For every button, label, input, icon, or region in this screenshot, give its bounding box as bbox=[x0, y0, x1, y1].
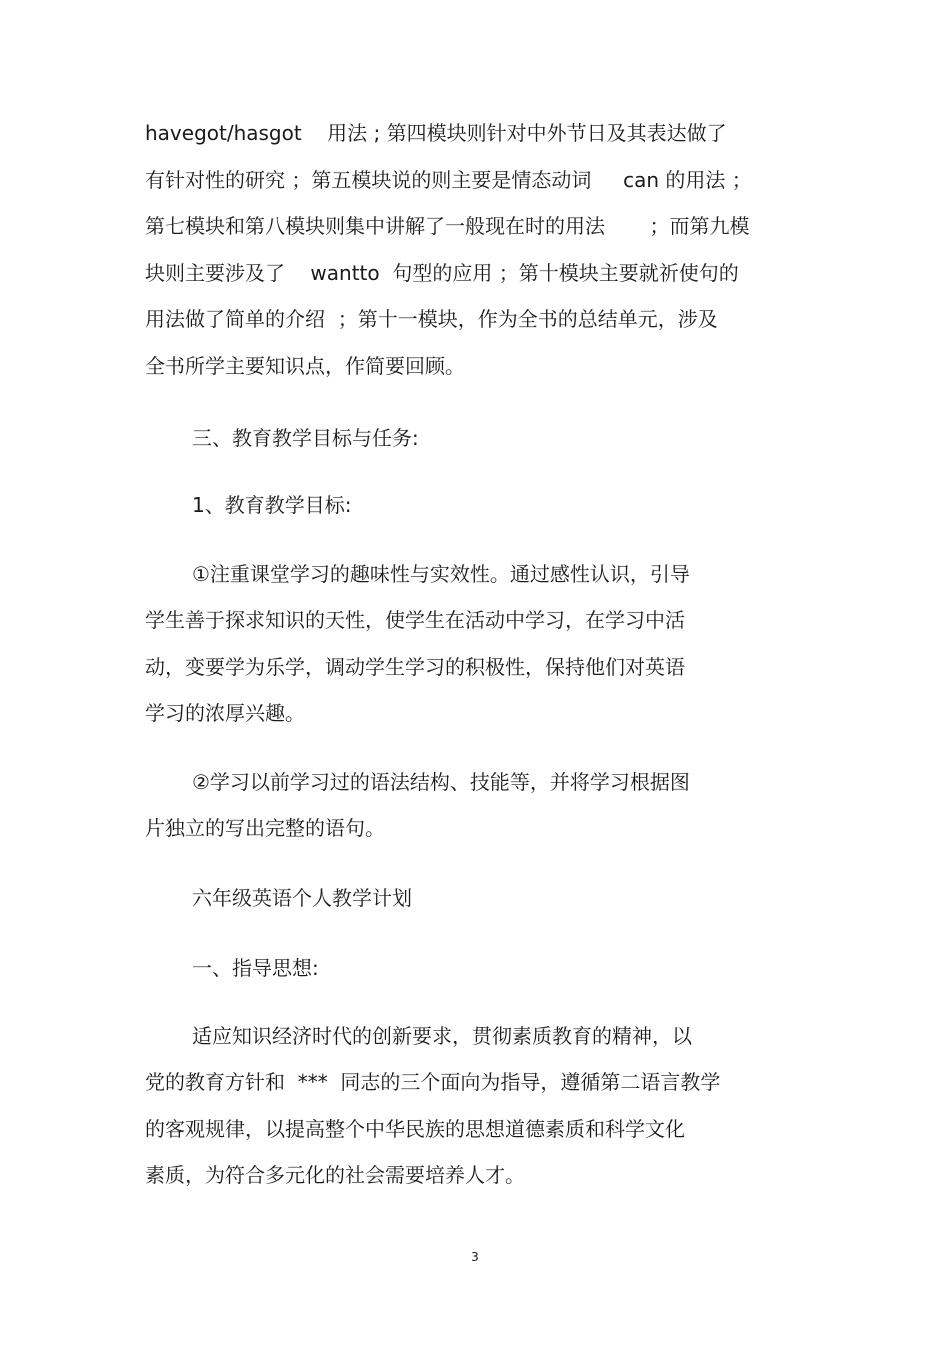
text-line: 党的教育方针和 *** 同志的三个面向为指导，遵循第二语言教学 bbox=[145, 1070, 721, 1094]
section-heading: 一、指导思想: bbox=[192, 956, 319, 980]
text-line: havegot/hasgot 用法 ; 第四模块则针对中外节日及其表达做了 bbox=[145, 121, 727, 145]
text-line: 用法做了简单的介绍 ；第十一模块，作为全书的总结单元，涉及 bbox=[145, 307, 718, 331]
text-line: 全书所学主要知识点，作简要回顾。 bbox=[145, 354, 465, 378]
text-line: 片独立的写出完整的语句。 bbox=[145, 816, 385, 840]
text-line: 第七模块和第八模块则集中讲解了一般现在时的用法 ；而第九模 bbox=[145, 214, 750, 238]
text-line: 学生善于探求知识的天性，使学生在活动中学习，在学习中活 bbox=[145, 608, 685, 632]
text-line: 有针对性的研究 ；第五模块说的则主要是情态动词 can 的用法 ； bbox=[145, 168, 752, 192]
subsection-heading: 1、教育教学目标: bbox=[192, 493, 352, 517]
text-line: 的客观规律，以提高整个中华民族的思想道德素质和科学文化 bbox=[145, 1117, 685, 1141]
text-line: 动，变要学为乐学，调动学生学习的积极性，保持他们对英语 bbox=[145, 655, 685, 679]
section-heading: 三、教育教学目标与任务: bbox=[192, 426, 419, 450]
text-line: 素质，为符合多元化的社会需要培养人才。 bbox=[145, 1163, 525, 1187]
text-line: ②学习以前学习过的语法结构、技能等，并将学习根据图 bbox=[192, 770, 690, 794]
text-line: 适应知识经济时代的创新要求，贯彻素质教育的精神，以 bbox=[192, 1024, 692, 1048]
text-line: 块则主要涉及了 wantto 句型的应用 ；第十模块主要就祈使句的 bbox=[145, 261, 739, 285]
text-line: ①注重课堂学习的趣味性与实效性。通过感性认识，引导 bbox=[192, 562, 690, 586]
document-title: 六年级英语个人教学计划 bbox=[192, 886, 412, 910]
page-number: 3 bbox=[471, 1250, 479, 1264]
text-line: 学习的浓厚兴趣。 bbox=[145, 701, 305, 725]
